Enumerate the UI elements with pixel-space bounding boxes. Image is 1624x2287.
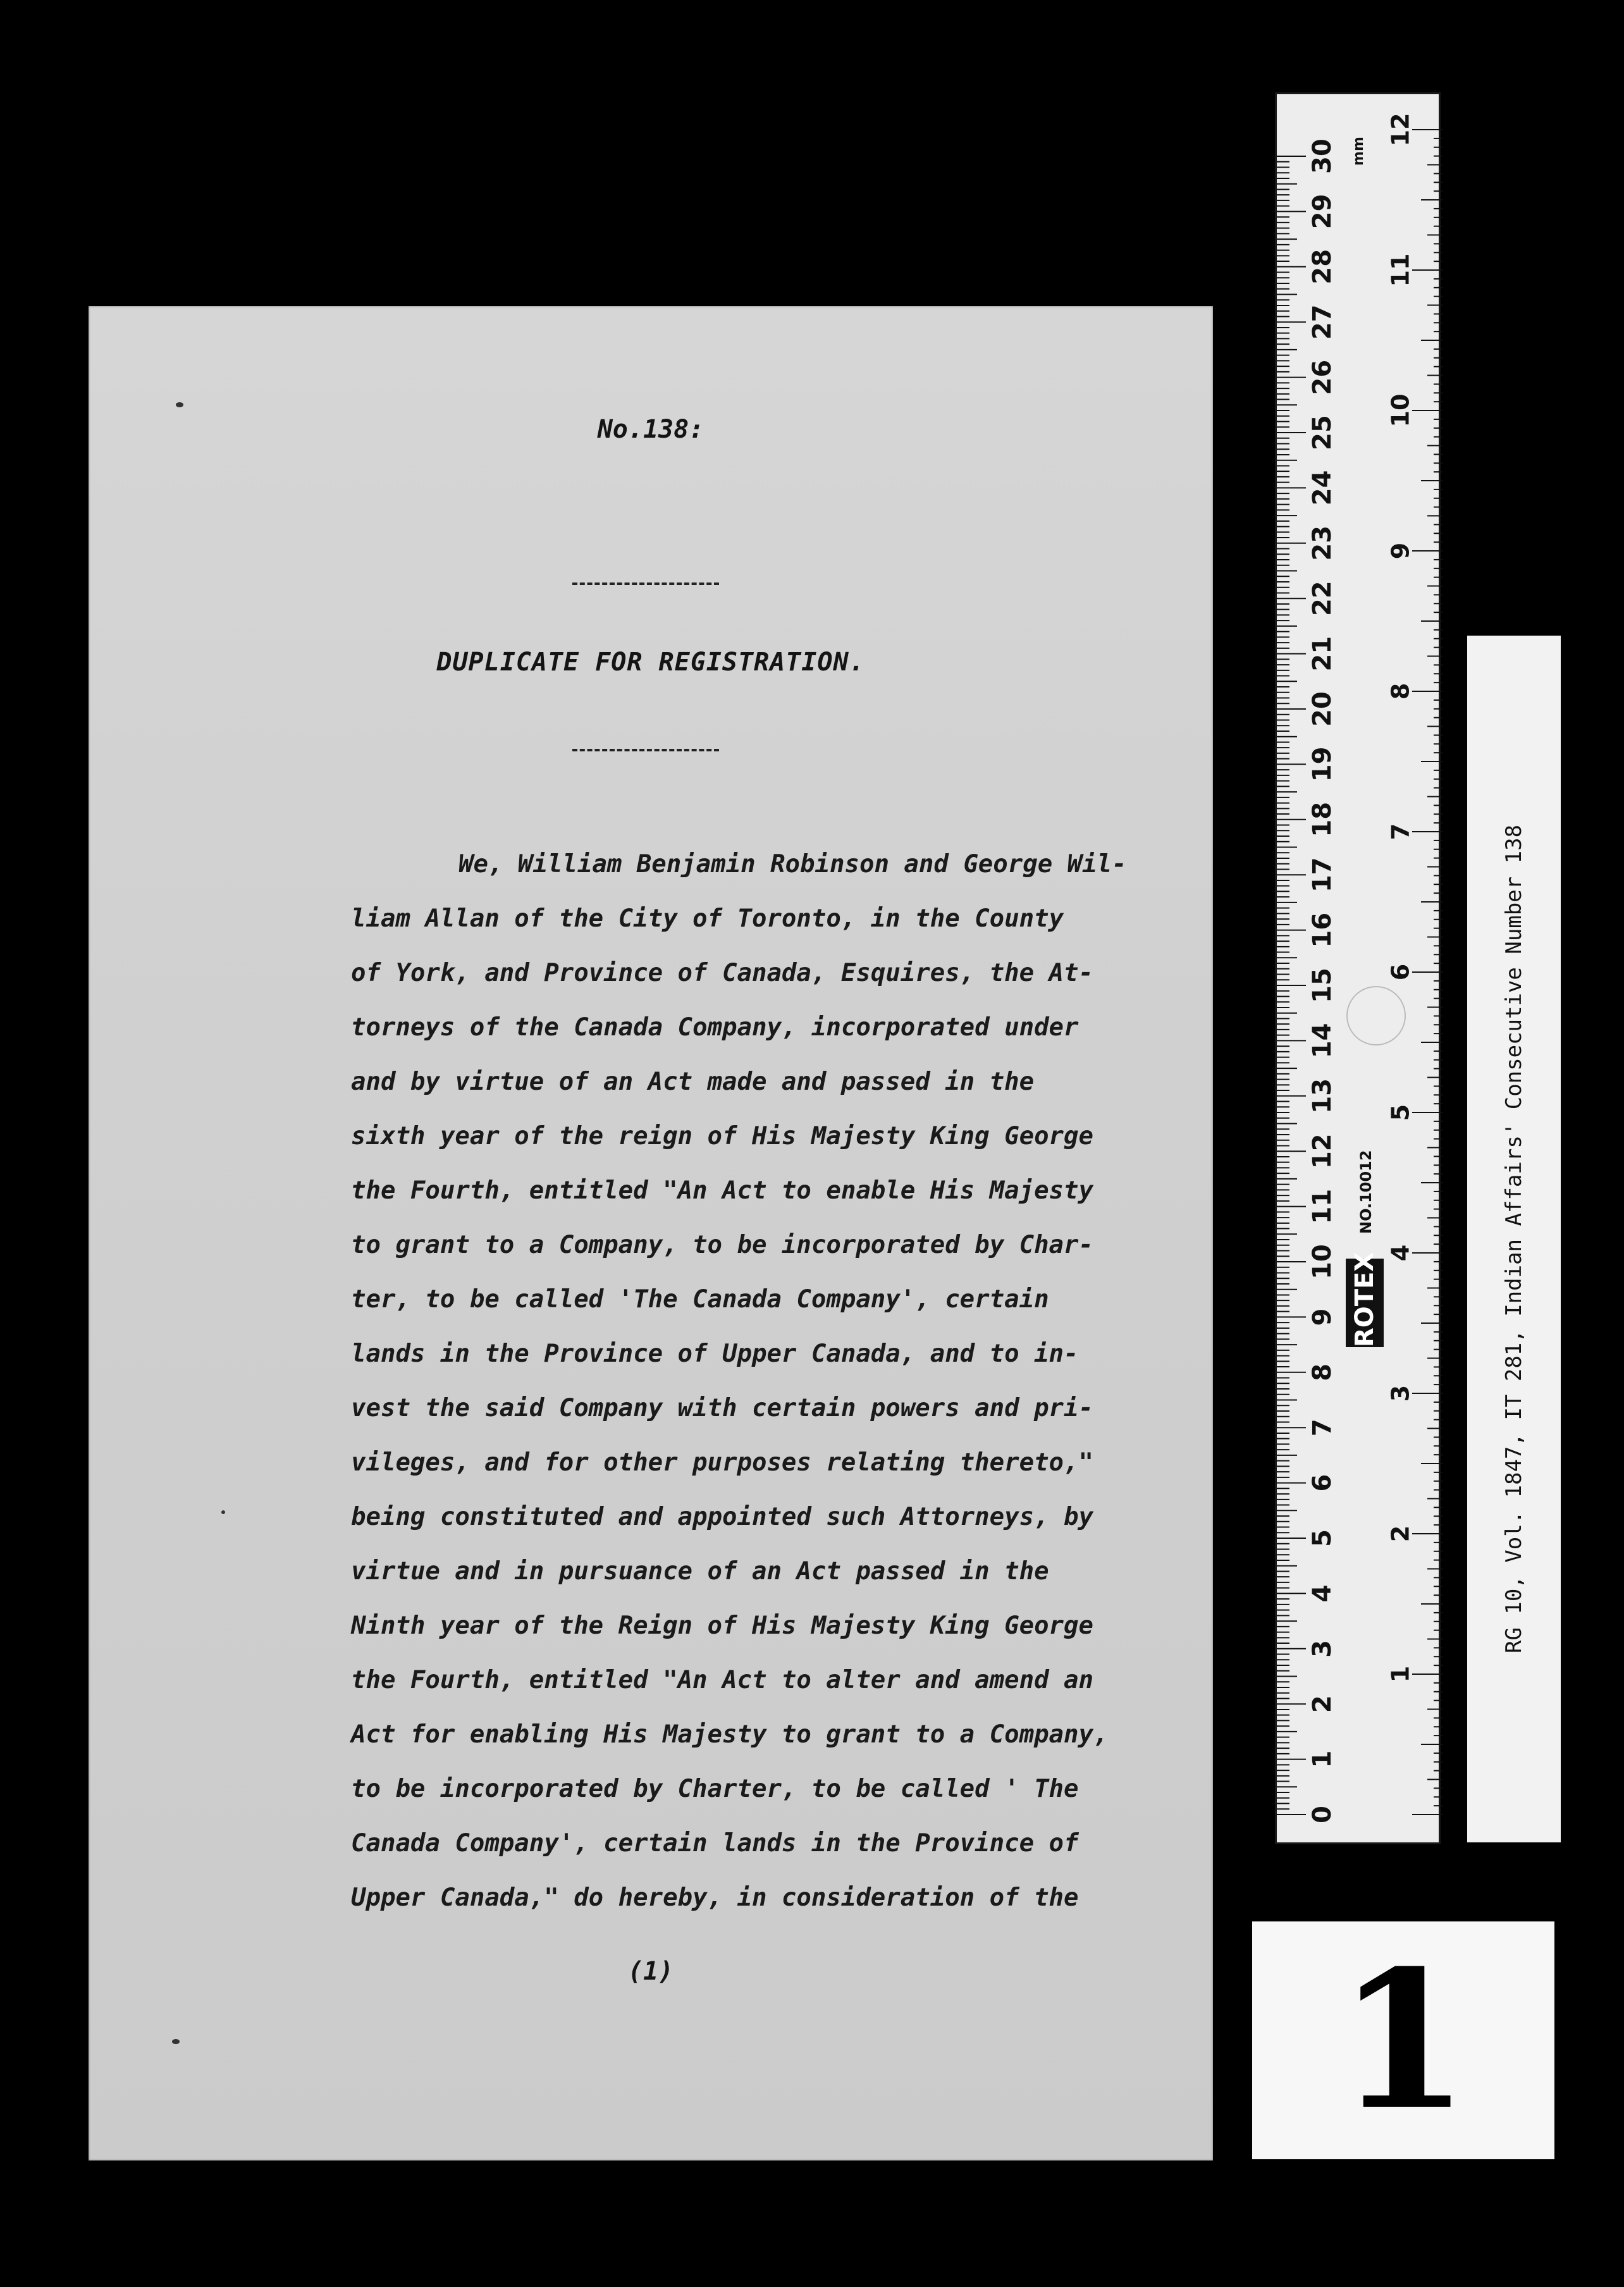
cm-label: 2 [1308,1695,1337,1713]
cm-label: 3 [1308,1639,1337,1658]
ruler-brand-logo: ROTEX [1346,1259,1384,1347]
text-line: vileges, and for other purposes relating thereto," [351,1448,1093,1477]
cm-label: 18 [1308,801,1337,837]
text-line: to grant to a Company, to be incorporated by Char- [351,1231,1093,1259]
cm-label: 17 [1308,857,1337,893]
archive-reference: RG 10, Vol. 1847, IT 281, Indian Affairs' Consecutive Number 138 [1501,824,1527,1654]
cm-label: 11 [1308,1188,1337,1224]
text-line: torneys of the Canada Company, incorporated under [351,1013,1079,1042]
document-page [89,306,1213,2161]
inch-label: 4 [1386,1244,1415,1262]
cm-label: 29 [1308,194,1337,230]
inch-label: 3 [1386,1384,1415,1402]
text-line: ter, to be called 'The Canada Company', certain [351,1285,1049,1314]
cm-label: 21 [1308,636,1337,672]
cm-label: 28 [1308,249,1337,285]
measuring-ruler [1275,92,1441,1844]
text-line: of York, and Province of Canada, Esquires, the At- [351,959,1093,987]
paper-speck [221,1510,225,1514]
cm-label: 6 [1308,1474,1337,1492]
document-number: No.138: [597,415,704,444]
text-line: vest the said Company with certain powers and pri- [351,1394,1093,1422]
cm-label: 24 [1308,470,1337,506]
divider-top [572,583,719,585]
inch-label: 11 [1386,253,1415,287]
paper-speck [176,402,183,407]
inch-label: 12 [1386,113,1415,147]
inch-label: 5 [1386,1104,1415,1121]
frame-card [1252,1921,1554,2159]
text-line: Upper Canada," do hereby, in consideration of the [351,1883,1079,1912]
ruler-model: NO.10012 [1357,1150,1375,1235]
text-line: Act for enabling His Majesty to grant to a Company, [351,1720,1109,1749]
text-line: sixth year of the reign of His Majesty King George [351,1122,1093,1150]
cm-label: 25 [1308,415,1337,450]
text-line: Ninth year of the Reign of His Majesty King George [351,1612,1093,1640]
cm-label: 26 [1308,359,1337,395]
text-line: to be incorporated by Charter, to be called ' The [351,1775,1079,1803]
cm-label: 16 [1308,912,1337,948]
inch-label: 7 [1386,823,1415,841]
document-heading: DUPLICATE FOR REGISTRATION. [436,648,865,677]
text-line: liam Allan of the City of Toronto, in the County [351,904,1064,933]
text-line: the Fourth, entitled "An Act to enable His Majesty [351,1176,1093,1205]
divider-bottom [572,749,719,751]
text-line: and by virtue of an Act made and passed in the [351,1068,1035,1096]
page-number: (1) [627,1957,674,1986]
cm-label: 13 [1308,1078,1337,1114]
inch-label: 6 [1386,963,1415,981]
inch-label: 10 [1386,393,1415,428]
cm-label: 20 [1308,691,1337,727]
cm-label: 8 [1308,1363,1337,1381]
text-line: We, William Benjamin Robinson and George Wil- [458,850,1127,878]
paper-speck [172,2039,180,2044]
cm-label: 14 [1308,1023,1337,1059]
inch-label: 8 [1386,682,1415,700]
archive-label-strip [1467,636,1561,1842]
cm-label: 0 [1308,1806,1337,1823]
cm-label: 22 [1308,581,1337,617]
text-line: being constituted and appointed such Attorneys, by [351,1503,1093,1531]
inch-label: 2 [1386,1525,1415,1543]
text-line: Canada Company', certain lands in the Province of [351,1829,1079,1858]
inch-label: 9 [1386,542,1415,560]
cm-label: 23 [1308,525,1337,561]
cm-label: 5 [1308,1529,1337,1547]
cm-label: 19 [1308,746,1337,782]
cm-label: 30 [1308,139,1337,174]
cm-label: 4 [1308,1584,1337,1603]
cm-label: 1 [1308,1750,1337,1768]
frame-number: 1 [1337,1928,1470,2152]
ruler-markings [1277,94,1443,1846]
cm-label: 7 [1308,1419,1337,1437]
cm-label: 9 [1308,1308,1337,1326]
cm-label: 10 [1308,1244,1337,1279]
document-body [351,837,1224,1925]
text-line: lands in the Province of Upper Canada, and to in- [351,1340,1079,1368]
text-line: virtue and in pursuance of an Act passed in the [351,1557,1049,1586]
text-line: the Fourth, entitled "An Act to alter and amend an [351,1666,1093,1694]
cm-label: 12 [1308,1133,1337,1169]
cm-label: 27 [1308,304,1337,340]
inch-label: 1 [1386,1665,1415,1683]
ruler-unit-label: mm [1351,137,1367,166]
cm-label: 15 [1308,968,1337,1003]
